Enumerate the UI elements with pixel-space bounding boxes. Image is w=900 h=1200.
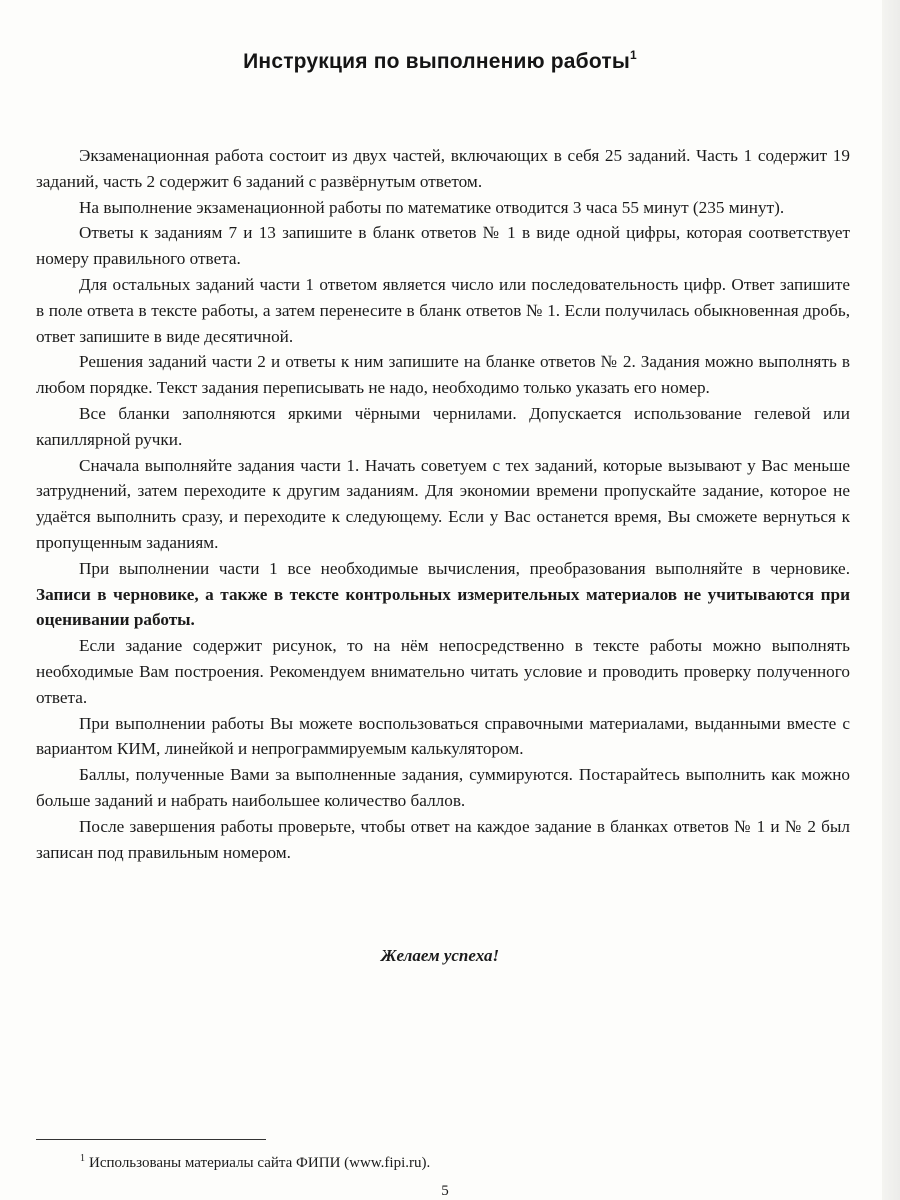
title-footnote-mark: 1	[629, 48, 637, 62]
paragraph: После завершения работы проверьте, чтобы ответ на каждое задание в бланках ответов № 1 и № 2 был записан под правильным номером.	[36, 816, 850, 862]
paragraph: Сначала выполняйте задания части 1. Начать советуем с тех заданий, которые вызывают у Вас меньше затруднений, затем переходите к другим заданиям. Для экономии времени пропускайте задание, которое не удаётся выполнить сразу, и переходите к следующему. Если у Вас останется время, Вы сможете вернуться к пропущенным заданиям.	[36, 455, 850, 552]
paragraph: При выполнении работы Вы можете воспользоваться справочными материалами, выданными вместе с вариантом КИМ, линейкой и непрограммируемым калькулятором.	[36, 713, 850, 759]
paragraph: Если задание содержит рисунок, то на нём непосредственно в тексте работы можно выполнять необходимые Вам построения. Рекомендуем внимательно читать условие и проводить проверку полученного ответа.	[36, 636, 850, 707]
paragraph: Ответы к заданиям 7 и 13 запишите в бланк ответов № 1 в виде одной цифры, которая соответствует номеру правильного ответа.	[36, 223, 850, 269]
footnote	[80, 1155, 430, 1172]
page-number: 5	[441, 1183, 449, 1199]
footnote-divider	[36, 1139, 266, 1140]
paragraph-text: При выполнении части 1 все необходимые вычисления, преобразования выполняйте в черновике.	[79, 558, 850, 578]
paragraph: Баллы, полученные Вами за выполненные задания, суммируются. Постарайтесь выполнить как можно больше заданий и набрать наибольшее количество баллов.	[36, 765, 850, 810]
paragraph: Решения заданий части 2 и ответы к ним запишите на бланке ответов № 2. Задания можно выполнять в любом порядке. Текст задания переписывать не надо, необходимо только указать его номер.	[36, 352, 850, 398]
paragraph: Для остальных заданий части 1 ответом является число или последовательность цифр. Ответ запишите в поле ответа в тексте работы, а затем перенесите в бланк ответов № 1. Если получилась обыкновенная дробь, ответ запишите в виде десятичной.	[36, 274, 850, 346]
page-title-text: Инструкция по выполнению работы	[243, 50, 630, 73]
paragraph: Все бланки заполняются яркими чёрными чернилами. Допускается использование гелевой или капиллярной ручки.	[36, 403, 850, 449]
bold-notice: Записи в черновике, а также в тексте контрольных измерительных материалов не учитываются при оценивании работы.	[36, 584, 850, 630]
instructions-body	[36, 143, 850, 865]
paragraph: На выполнение экзаменационной работы по математике отводится 3 часа 55 минут (235 минут).	[79, 197, 785, 217]
footnote-text: Использованы материалы сайта ФИПИ (www.fipi.ru).	[89, 1155, 431, 1171]
footnote-mark: 1	[80, 1153, 85, 1164]
paragraph: Экзаменационная работа состоит из двух частей, включающих в себя 25 заданий. Часть 1 содержит 19 заданий, часть 2 содержит 6 заданий с развёрнутым ответом.	[36, 146, 850, 191]
page-title	[0, 50, 880, 74]
paragraph-with-bold	[36, 556, 850, 633]
page-edge	[882, 0, 900, 1200]
closing-wish: Желаем успеха!	[380, 946, 500, 965]
